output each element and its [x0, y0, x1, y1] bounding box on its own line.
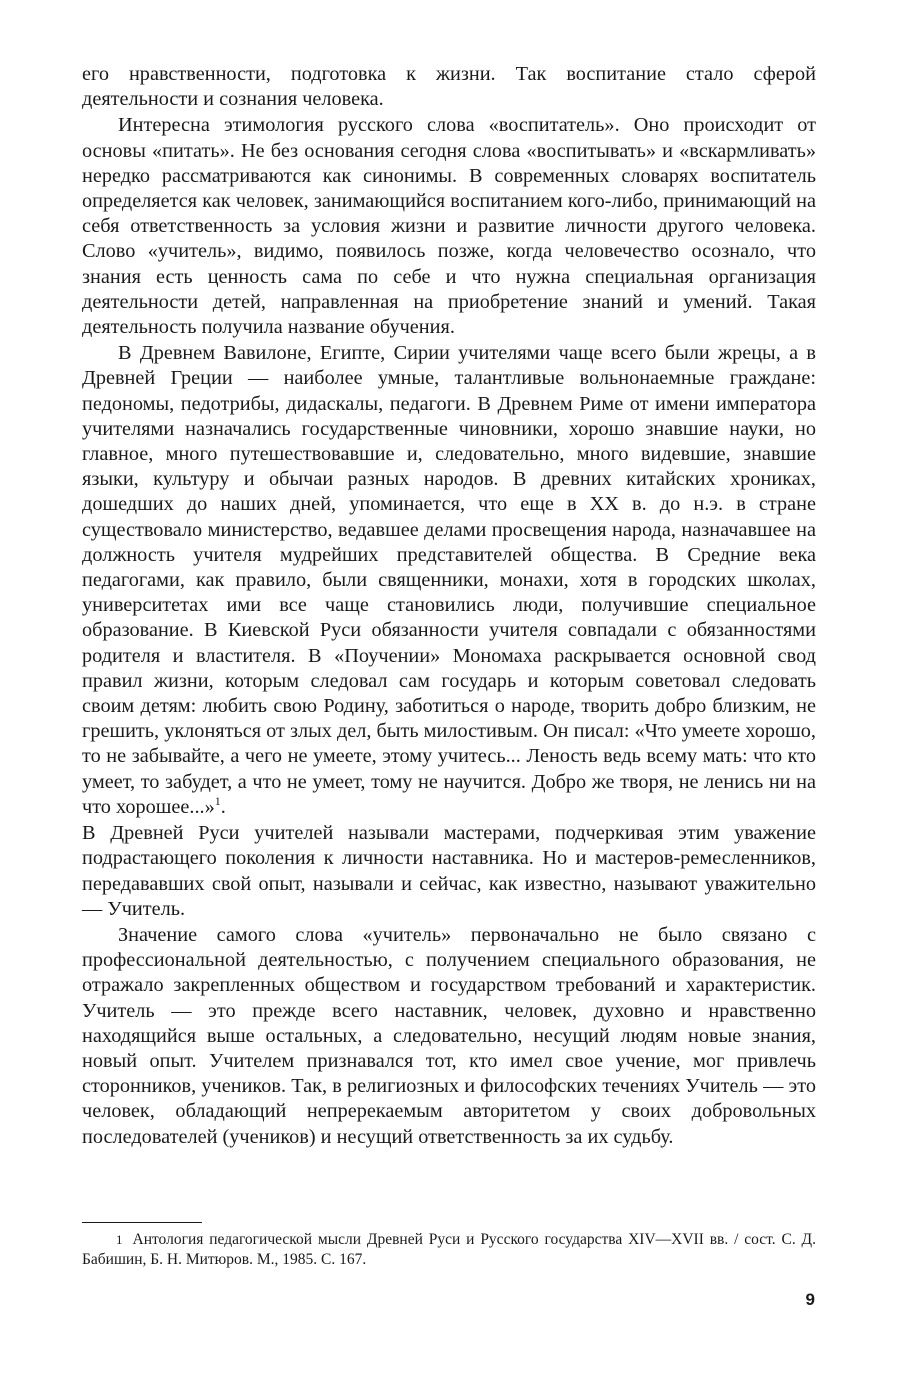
footnote-divider	[82, 1222, 202, 1223]
page-body	[82, 62, 816, 1150]
paragraph-etymology: Интересна этимология русского слова «воспитатель». Оно происходит от основы «питать». Не без основания сегодня слова «воспитывать» и «вскармливать» нередко рассматриваются как синонимы. В современных словарях воспитатель определяется как человек, занимающийся воспитанием кого-либо, принимающий на себя ответственность за условия жизни и развитие личности другого человека. Слово «учитель», видимо, появилось позже, когда человечество осознало, что знания есть ценность сама по себе и что нужна специальная организация деятельности детей, направленная на приобретение знаний и умений. Такая деятельность получила название обучения.	[82, 114, 816, 339]
footnote-reference[interactable]: 1	[214, 794, 221, 809]
page-number: 9	[805, 1290, 815, 1309]
footnote	[82, 1230, 816, 1270]
paragraph-ancient-rus: В Древней Руси учителей называли мастерами, подчеркивая этим уважение подрастающего поколения к личности наставника. Но и мастеров-ремесленников, передававших свой опыт, называли и сейчас, как известно, называют уважительно — Учитель.	[82, 822, 816, 920]
paragraph-history: В Древнем Вавилоне, Египте, Сирии учителями чаще всего были жрецы, а в Древней Греции — наиболее умные, талантливые вольнонаемные граждане: педономы, педотрибы, дидаскалы, педагоги. В Древнем Риме от имени императора учителями назначались государственные чиновники, хорошо знавшие науки, но главное, много путешествовавшие и, следовательно, много видевшие, знавшие языки, культуру и обычаи разных народов. В древних китайских хрониках, дошедших до наших дней, упоминается, что еще в XX в. до н.э. в стране существовало министерство, ведавшее делами просвещения народа, назначавшее на должность учителя мудрейших представителей общества. В Средние века педагогами, как правило, были священники, монахи, хотя в городских школах, университетах ими все чаще становились люди, получившие специальное образование. В Киевской Руси обязанности учителя совпадали с обязанностями родителя и властителя. В «Поучении» Мономаха раскрывается основной свод правил жизни, которым следовал сам государь и которым советовал следовать своим детям: любить свою Родину, заботиться о народе, творить добро близким, не грешить, уклоняться от злых дел, быть милостивым. Он писал: «Что умеете хорошо, то не забывайте, а чего не умеете, этому учитесь... Леность ведь всему мать: что кто умеет, то забудет, а что не умеет, тому не научится. Добро же творя, не ленись ни на что хорошее...»$^1$.	[82, 342, 816, 818]
paragraph-meaning: Значение самого слова «учитель» первоначально не было связано с профессиональной деятельностью, с получением специального образования, не отражало закрепленных обществом и государством требований и характеристик. Учитель — это прежде всего наставник, человек, духовно и нравственно находящийся выше остальных, а следовательно, несущий людям новые знания, новый опыт. Учителем признавался тот, кто имел свое учение, мог привлечь сторонников, учеников. Так, в религиозных и философских течениях Учитель — это человек, обладающий непререкаемым авторитетом у своих добровольных последователей (учеников) и несущий ответственность за их судьбу.	[82, 923, 816, 1148]
footnote-text: Антология педагогической мысли Древней Руси и Русского государства XIV—XVII вв. / сост. С. Д. Бабишин, Б. Н. Митюров. М., 1985. С. 167.	[82, 1231, 816, 1268]
paragraph-continuation: его нравственности, подготовка к жизни. Так воспитание стало сферой деятельности и сознания человека.	[82, 63, 816, 111]
paragraph-history-text: В Древнем Вавилоне, Египте, Сирии учителями чаще всего были жрецы, а в Древней Греции — наиболее умные, талантливые вольнонаемные граждане: педономы, педотрибы, дидаскалы, педагоги. В Древнем Риме от имени императора учителями назначались государственные чиновники, хорошо знавшие науки, но главное, много путешествовавшие и, следовательно, много видевшие, знавшие языки, культуру и обычаи разных народов. В древних китайских хрониках, дошедших до наших дней, упоминается, что еще в XX в. до н.э. в стране существовало министерство, ведавшее делами просвещения народа, назначавшее на должность учителя мудрейших представителей общества. В Средние века педагогами, как правило, были священники, монахи, хотя в городских школах, университетах ими все чаще становились люди, получившие специальное образование. В Киевской Руси обязанности учителя совпадали с обязанностями родителя и властителя. В «Поучении» Мономаха раскрывается основной свод правил жизни, которым следовал сам государь и которым советовал следовать своим детям: любить свою Родину, заботиться о народе, творить добро близким, не грешить, уклоняться от злых дел, быть милостивым. Он писал: «Что умеете хорошо, то не забывайте, а чего не умеете, этому учитесь... Леность ведь всему мать: что кто умеет, то забудет, а что не умеет, тому не научится. Добро же творя, не ленись ни на что хорошее...»	[82, 342, 816, 818]
footnote-number: 1	[116, 1232, 123, 1247]
